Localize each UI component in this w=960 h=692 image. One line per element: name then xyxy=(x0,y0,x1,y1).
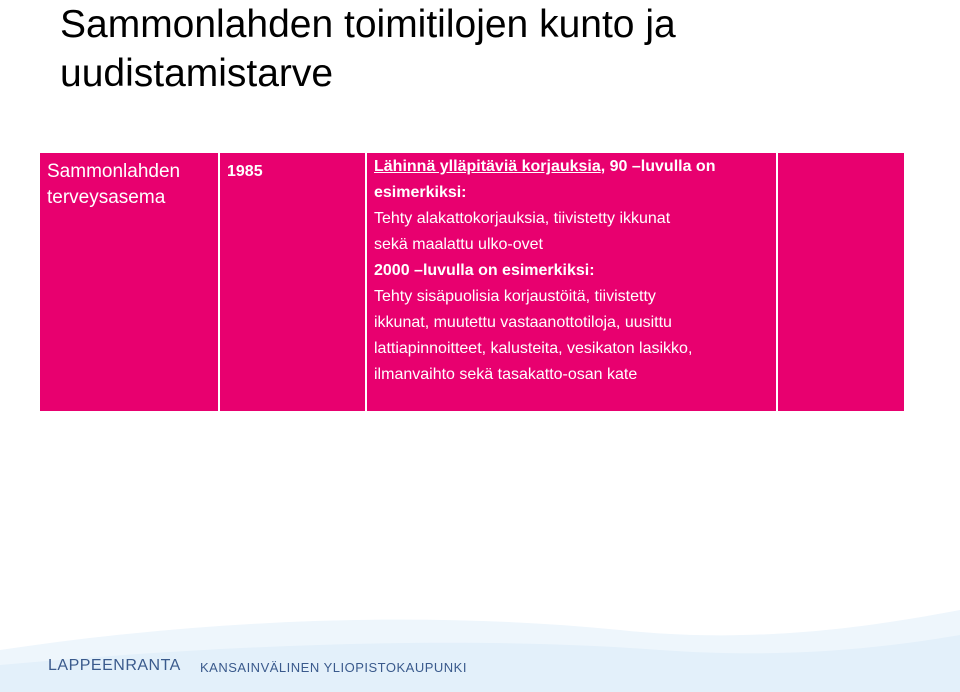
footer-wave-decoration xyxy=(0,590,960,692)
building-name-line-1: Sammonlahden xyxy=(47,161,181,182)
slide-title-line-2: uudistamistarve xyxy=(60,52,334,95)
slide-title xyxy=(60,0,940,98)
description-line-5: 2000 –luvulla on esimerkiksi: xyxy=(374,262,595,279)
footer-wave-graphic xyxy=(0,590,960,692)
description-90s-heading: 90 –luvulla on xyxy=(609,158,716,175)
year-cell xyxy=(220,153,367,411)
description-line-6: Tehty sisäpuolisia korjaustöitä, tiivistetty xyxy=(374,288,656,305)
description-line-8: lattiapinnoitteet, kalusteita, vesikaton lasikko, xyxy=(374,340,693,357)
description-cell xyxy=(367,153,778,411)
description-line-2: esimerkiksi: xyxy=(374,184,467,201)
building-name-line-2: terveysasema xyxy=(47,187,166,208)
renovation-table xyxy=(40,153,904,411)
description-line-3: Tehty alakattokorjauksia, tiivistetty ikkunat xyxy=(374,210,671,227)
description-highlight: Lähinnä ylläpitäviä korjauksia xyxy=(374,158,601,175)
description-line-7: ikkunat, muutettu vastaanottotiloja, uusittu xyxy=(374,314,672,331)
description-line-4: sekä maalattu ulko-ovet xyxy=(374,236,543,253)
description-line-1 xyxy=(374,154,772,180)
footer-city-logo: LAPPEENRANTA xyxy=(48,657,181,674)
empty-cell xyxy=(778,153,904,411)
building-name-cell xyxy=(40,153,220,411)
description-comma: , xyxy=(600,158,610,175)
slide-title-line-1: Sammonlahden toimitilojen kunto ja xyxy=(60,3,676,46)
description-line-9: ilmanvaihto sekä tasakatto-osan kate xyxy=(374,366,638,383)
footer-slogan: KANSAINVÄLINEN YLIOPISTOKAUPUNKI xyxy=(200,660,467,675)
construction-year: 1985 xyxy=(227,163,263,180)
